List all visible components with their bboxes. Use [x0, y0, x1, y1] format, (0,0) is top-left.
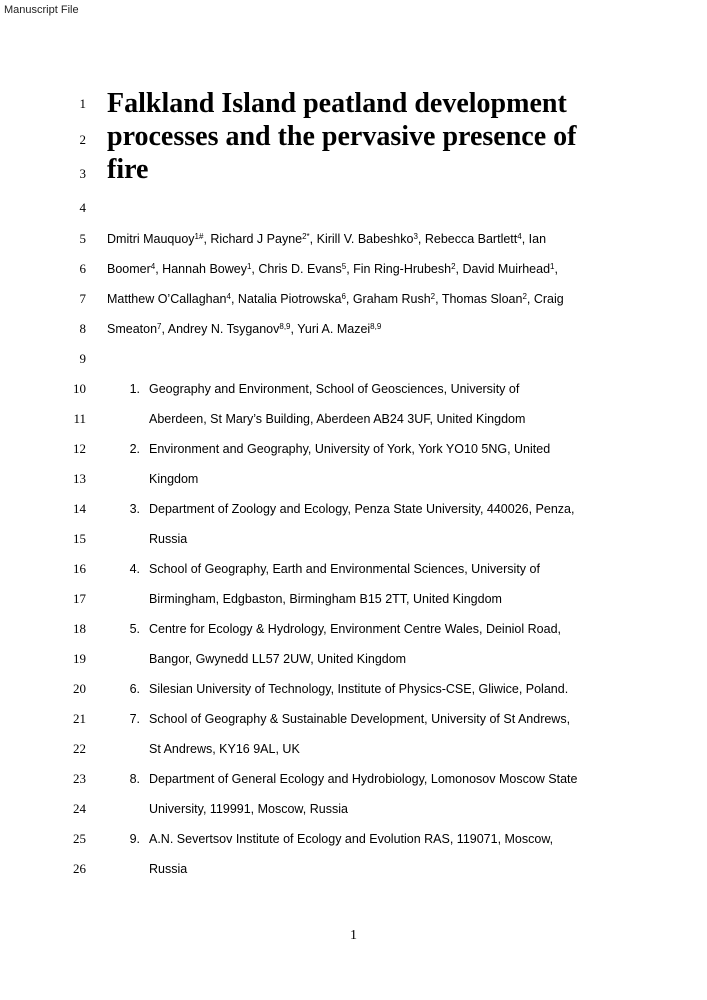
author-affiliation-mark: 7 [157, 322, 162, 331]
author-affiliation-mark: 1 [550, 262, 555, 271]
author-affiliation-mark: 8,9 [370, 322, 382, 331]
affiliation-number: 2. [129, 442, 140, 456]
line-number: 8 [79, 321, 86, 336]
affiliation-number: 9. [129, 832, 140, 846]
author-affiliation-mark: 8,9 [279, 322, 291, 331]
author-name: , Andrey N. Tsyganov [161, 322, 280, 336]
line-number: 5 [79, 231, 86, 246]
line-number: 16 [73, 561, 86, 576]
author-line [107, 261, 558, 277]
affiliation-text: St Andrews, KY16 9AL, UK [149, 742, 300, 756]
title-line: processes and the pervasive presence of [107, 121, 577, 152]
author-name: Matthew O’Callaghan [107, 292, 227, 306]
title-line: fire [107, 154, 149, 185]
line-number: 25 [73, 831, 86, 846]
line-number: 12 [73, 441, 86, 456]
author-name: Dmitri Mauquoy [107, 232, 195, 246]
affiliation-text: Department of Zoology and Ecology, Penza State University, 440026, Penza, [149, 502, 575, 516]
author-affiliation-mark: 4 [226, 292, 231, 301]
affiliation-number: 8. [129, 772, 140, 786]
affiliation-text: Silesian University of Technology, Institute of Physics-CSE, Gliwice, Poland. [149, 682, 569, 696]
line-number: 22 [73, 741, 86, 756]
line-number: 3 [79, 166, 86, 181]
line-number: 4 [79, 200, 86, 215]
affiliation-text: Birmingham, Edgbaston, Birmingham B15 2TT, United Kingdom [149, 592, 502, 606]
author-name: , Hannah Bowey [155, 262, 247, 276]
line-number: 15 [73, 531, 86, 546]
line-number: 6 [79, 261, 86, 276]
affiliation-text: Environment and Geography, University of York, York YO10 5NG, United [149, 442, 551, 456]
title-line: Falkland Island peatland development [107, 88, 567, 119]
line-number: 7 [79, 291, 86, 306]
line-number: 18 [73, 621, 86, 636]
author-line [107, 291, 564, 307]
author-name: , Yuri A. Mazei [290, 322, 371, 336]
affiliation-number: 3. [129, 502, 140, 516]
affiliation-number: 7. [129, 712, 140, 726]
author-line [107, 321, 381, 337]
line-number: 13 [73, 471, 86, 486]
author-affiliation-mark: 2 [430, 292, 436, 301]
page-number: 1 [350, 928, 357, 943]
author-affiliation-mark: 4 [150, 262, 156, 271]
affiliation-text: Aberdeen, St Mary’s Building, Aberdeen AB24 3UF, United Kingdom [149, 412, 526, 426]
line-number: 21 [73, 711, 86, 726]
affiliation-text: School of Geography & Sustainable Development, University of St Andrews, [149, 712, 571, 726]
author-affiliation-mark: 2 [522, 292, 527, 301]
author-name: , Ian [521, 232, 547, 246]
author-name: , Graham Rush [345, 292, 431, 306]
author-affiliation-mark: 1# [194, 232, 204, 241]
affiliation-text: Department of General Ecology and Hydrobiology, Lomonosov Moscow State [149, 772, 578, 786]
line-number: 19 [73, 651, 86, 666]
author-name: , Natalia Piotrowska [230, 292, 342, 306]
affiliation-text: School of Geography, Earth and Environmental Sciences, University of [149, 562, 540, 576]
line-number: 14 [73, 501, 86, 516]
affiliation-number: 5. [129, 622, 140, 636]
author-affiliation-mark: 2 [451, 262, 456, 271]
affiliation-text: Bangor, Gwynedd LL57 2UW, United Kingdom [149, 652, 407, 666]
author-name: Smeaton [107, 322, 158, 336]
author-name: , Chris D. Evans [251, 262, 342, 276]
line-number: 17 [73, 591, 86, 606]
affiliation-text: A.N. Severtsov Institute of Ecology and Evolution RAS, 119071, Moscow, [149, 832, 554, 846]
affiliation-text: Kingdom [149, 472, 199, 486]
manuscript-file-label: Manuscript File [4, 4, 79, 16]
author-name: , [554, 262, 558, 276]
author-name: , Thomas Sloan [435, 292, 523, 306]
author-line [107, 231, 546, 247]
affiliation-number: 1. [129, 382, 140, 396]
author-affiliation-mark: 6 [341, 292, 346, 301]
author-name: Boomer [107, 262, 151, 276]
affiliation-text: Russia [149, 532, 188, 546]
author-name: , Richard J Payne [203, 232, 303, 246]
author-affiliation-mark: 4 [517, 232, 522, 241]
line-number: 11 [73, 411, 86, 426]
line-number: 26 [73, 861, 86, 876]
affiliation-text: Geography and Environment, School of Geosciences, University of [149, 382, 520, 396]
author-affiliation-mark: 3 [413, 232, 418, 241]
affiliation-number: 4. [129, 562, 140, 576]
affiliation-text: Centre for Ecology & Hydrology, Environment Centre Wales, Deiniol Road, [149, 622, 561, 636]
line-number: 9 [79, 351, 86, 366]
line-number: 20 [73, 681, 86, 696]
author-name: , Craig [526, 292, 564, 306]
line-number: 23 [73, 771, 86, 786]
author-affiliation-mark: 5 [341, 262, 347, 271]
author-name: , Kirill V. Babeshko [309, 232, 414, 246]
author-name: , Rebecca Bartlett [417, 232, 518, 246]
line-number: 24 [73, 801, 86, 816]
affiliation-number: 6. [129, 682, 140, 696]
affiliation-text: Russia [149, 862, 188, 876]
author-name: , David Muirhead [455, 262, 551, 276]
line-number: 10 [73, 381, 86, 396]
author-name: , Fin Ring-Hrubesh [346, 262, 452, 276]
author-affiliation-mark: 1 [246, 262, 252, 271]
author-affiliation-mark: 2* [302, 232, 310, 241]
line-number: 2 [79, 132, 86, 147]
line-number: 1 [79, 96, 86, 111]
affiliation-text: University, 119991, Moscow, Russia [149, 802, 348, 816]
